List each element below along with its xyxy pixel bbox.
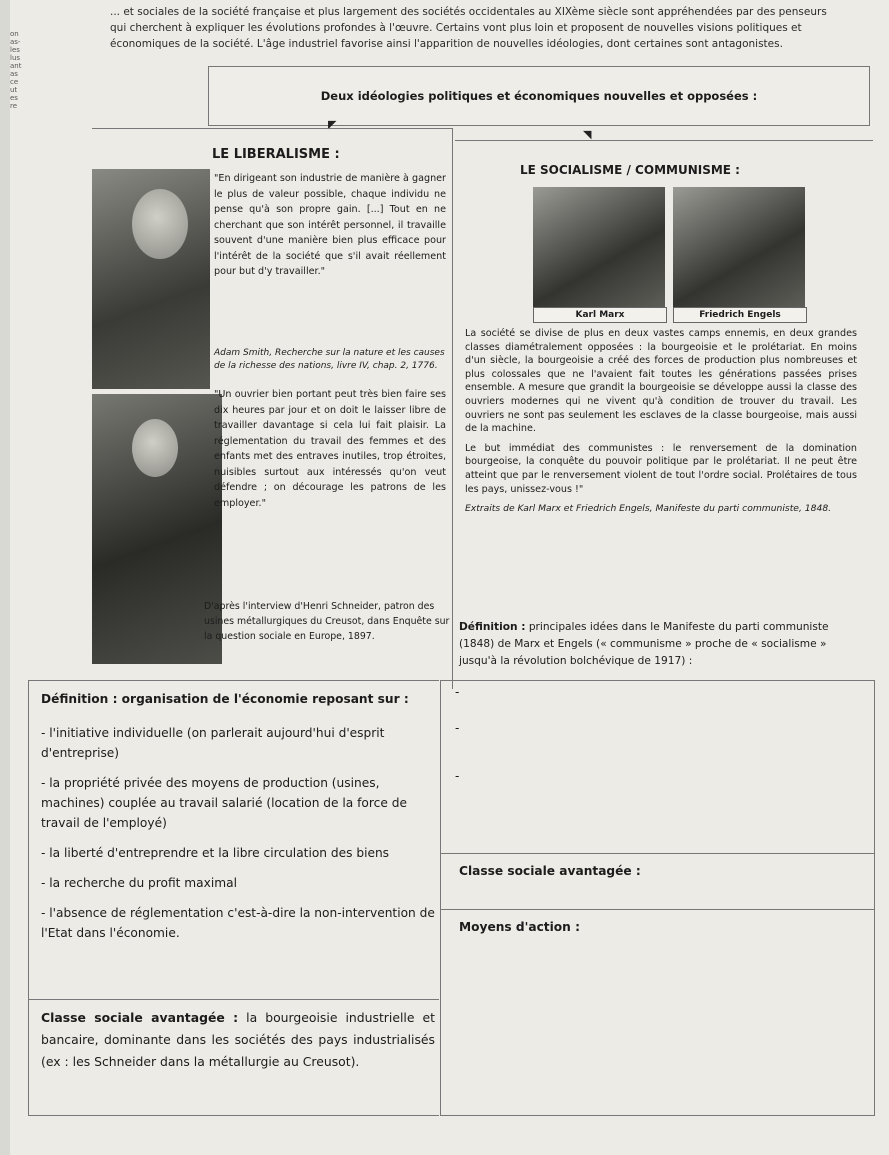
manifesto-para-1: La société se divise de plus en deux vastes camps ennemis, en deux grandes classes diamétralement opposées : la bourgeoisie et le prolétariat. En moins d'un siècle, la bourgeoisie a créé des forces de production plus nombreuses et plus colossales que ne l'avaient fait toutes les générations passées prises ensemble. A mesure que grandit la bourgeoisie se développe aussi la classe des ouvriers modernes qui ne vivent qu'à condition de trouver du travail. Les ouvriers ne sont pas seulement les esclaves de la classe bourgeoise, mais aussi de la machine. [465, 328, 857, 435]
divider [29, 999, 439, 1000]
margin-fragments: on as- les lus ant as ce ut es re [10, 30, 22, 110]
engels-caption: Friedrich Engels [673, 307, 807, 323]
liberalisme-definition-box [28, 680, 439, 1116]
socialisme-answer-box [440, 680, 875, 1116]
dash-1: - [455, 685, 460, 699]
worksheet-page [10, 0, 889, 1155]
henri-schneider-portrait [92, 394, 222, 664]
socialisme-definition-text: principales idées dans le Manifeste du parti communiste (1848) de Marx et Engels (« communisme » proche de « socialisme » jusqu'à la révolution bolchévique de 1917) : [459, 621, 829, 667]
arrow-left-icon: ◤ [328, 118, 337, 131]
smith-quote: "En dirigeant son industrie de manière à gagner le plus de valeur possible, chaque individu ne pense qu'à son propre gain. [...] Tout en ne cherchant que son intérêt personnel, il travaille souvent d'une manière bien plus efficace pour l'intérêt de la société que s'il avait réellement pour but d'y travailler." [214, 173, 446, 277]
socialisme-definition [459, 619, 863, 670]
socialisme-class-label: Classe sociale avantagée : [459, 864, 641, 878]
liberalisme-class-label: Classe sociale avantagée : [41, 1010, 239, 1025]
marx-caption: Karl Marx [533, 307, 667, 323]
arrow-right-icon: ◥ [583, 128, 592, 141]
intro-text: ... et sociales de la société française et plus largement des sociétés occidentales au XIXème siècle sont appréhendées par des penseurs qui cherchent à expliquer les évolutions profondes à l'œuvre. Certains vont plus loin et proposent de nouvelles visions politiques et économiques de la société. L'âge industriel favorise ainsi l'apparition de nouvelles idéologies, dont certaines sont antagonistes. [110, 6, 827, 50]
liberalisme-class-text: la bourgeoisie industrielle et bancaire, dominante dans les sociétés des pays industrialisés (ex : les Schneider dans la métallurgie au Creusot). [41, 1010, 435, 1069]
liberalisme-sources [92, 128, 453, 689]
adam-smith-portrait [92, 169, 210, 389]
socialisme-means-label: Moyens d'action : [459, 920, 580, 934]
section-title: Deux idéologies politiques et économiques nouvelles et opposées : [208, 66, 870, 126]
point-non-intervention: - l'absence de réglementation c'est-à-dire la non-intervention de l'Etat dans l'économie. [41, 906, 435, 940]
schneider-source: D'après l'interview d'Henri Schneider, patron des usines métallurgiques du Creusot, dans Enquête sur la question sociale en Europe, 1897. [204, 601, 450, 642]
manifesto-excerpt [465, 327, 857, 522]
liberalisme-heading: LE LIBERALISME : [212, 147, 340, 162]
schneider-quote: "Un ouvrier bien portant peut très bien faire ses dix heures par jour et on doit le laisser libre de travailler davantage si cela lui fait plaisir. La réglementation du travail des femmes et des enfants met des entraves inutiles, trop étroites, nuisibles surtout aux intéressés qu'on veut défendre ; on décourage les patrons de les employer." [214, 389, 446, 509]
smith-source: Adam Smith, Recherche sur la nature et les causes de la richesse des nations, livre IV, chap. 2, 1776. [214, 348, 445, 371]
point-profit: - la recherche du profit maximal [41, 876, 237, 890]
manifesto-source: Extraits de Karl Marx et Friedrich Engels, Manifeste du parti communiste, 1848. [465, 503, 832, 515]
liberalisme-class [41, 1007, 435, 1073]
socialisme-class-box [441, 853, 874, 909]
dash-2: - [455, 721, 460, 735]
manifesto-para-2: Le but immédiat des communistes : le renversement de la domination bourgeoise, la conquête du pouvoir politique par le prolétariat. Il ne peut être atteint que par le renversement violent de tout l'ordre social. Prolétaires de tous les pays, unissez-vous !" [465, 442, 857, 495]
socialisme-sources [455, 140, 873, 689]
liberalisme-definition [41, 689, 435, 953]
friedrich-engels-photo [673, 187, 805, 307]
point-liberte: - la liberté d'entreprendre et la libre circulation des biens [41, 846, 390, 860]
point-propriete: - la propriété privée des moyens de production (usines, machines) couplée au travail salarié (location de la force de travail de l'employé) [41, 776, 407, 830]
socialisme-heading: LE SOCIALISME / COMMUNISME : [520, 163, 740, 177]
dash-3: - [455, 769, 460, 783]
socialisme-definition-label: Définition : [459, 621, 526, 633]
point-initiative: - l'initiative individuelle (on parlerait aujourd'hui d'esprit d'entreprise) [41, 726, 385, 760]
liberalisme-definition-title: Définition : organisation de l'économie reposant sur : [41, 692, 409, 706]
socialisme-means-box [441, 909, 874, 965]
karl-marx-photo [533, 187, 665, 307]
